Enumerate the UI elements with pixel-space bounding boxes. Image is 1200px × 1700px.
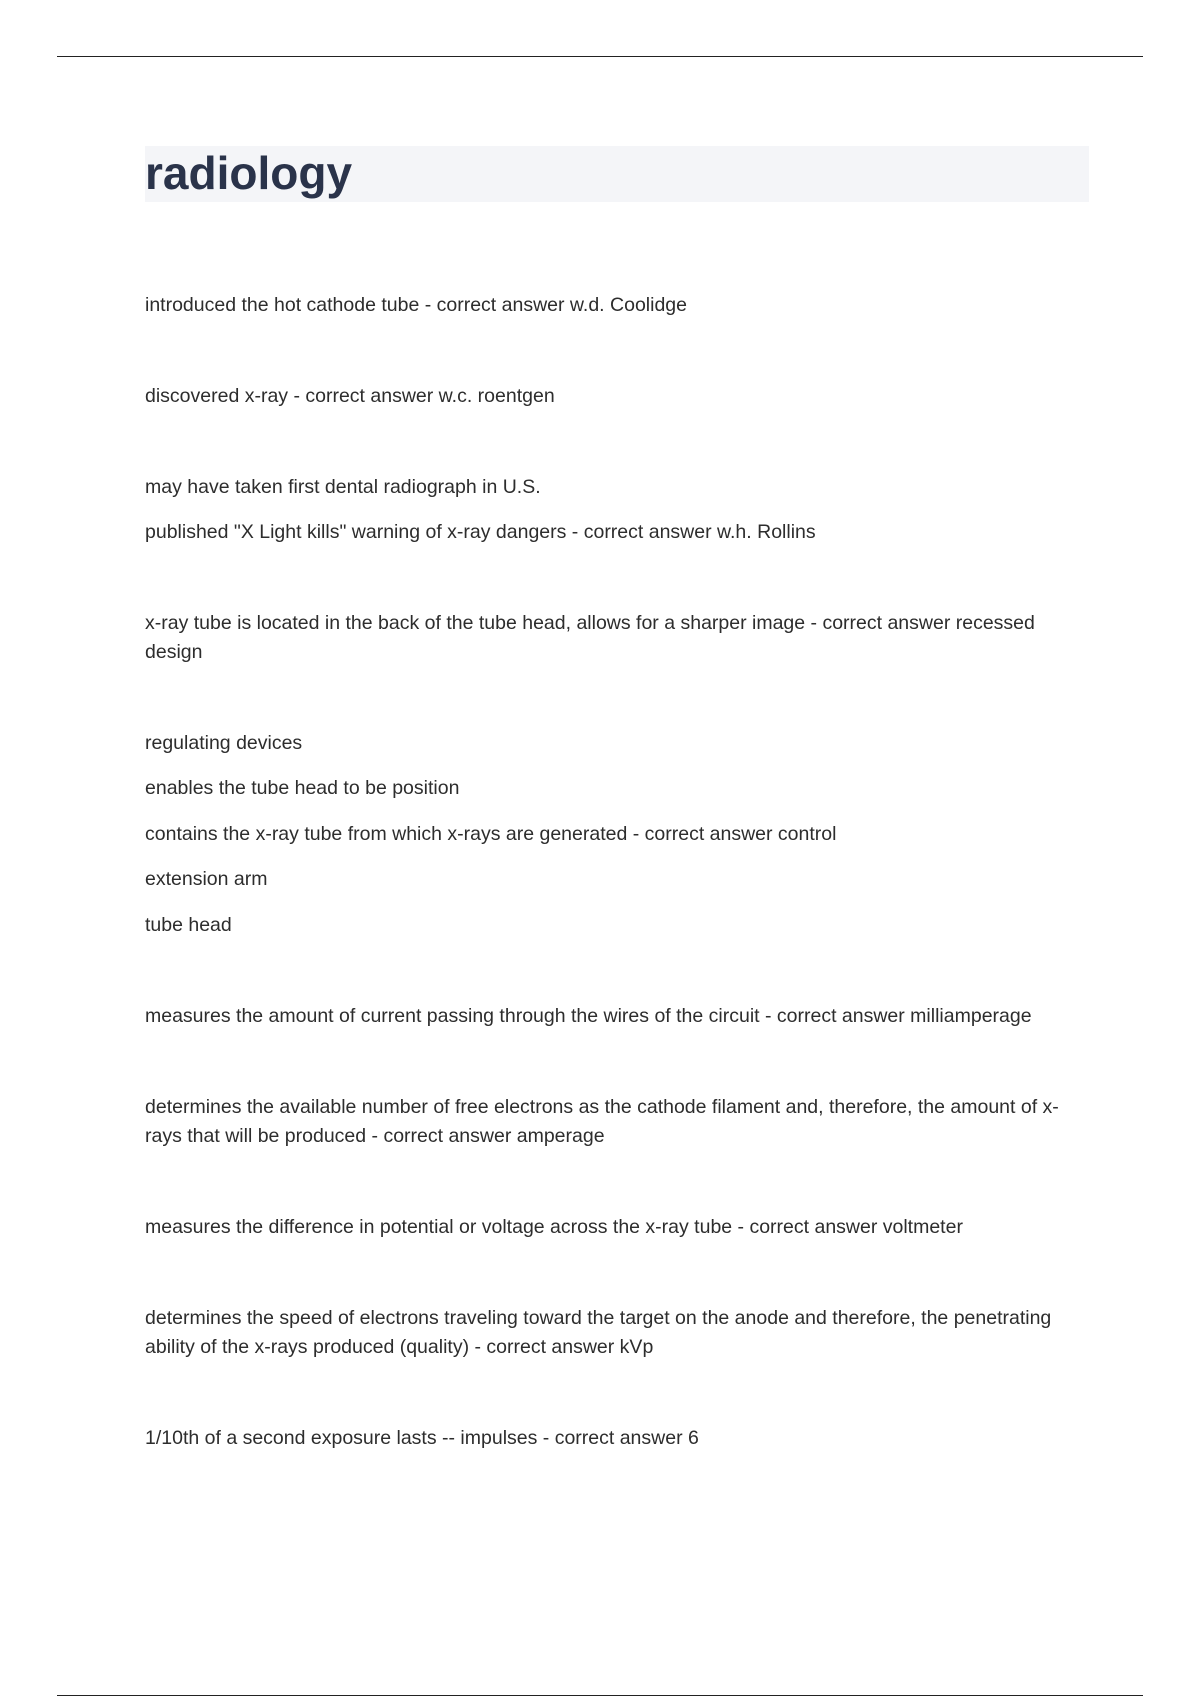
top-rule: [57, 56, 1143, 57]
entry-line: may have taken first dental radiograph in U.S.: [145, 476, 541, 498]
entry-line: regulating devices: [145, 732, 303, 754]
entry-line: determines the speed of electrons traveling toward the target on the anode and therefore, the penetrating ability of the x-rays produced (quality) - correct answer kVp: [145, 1307, 1052, 1358]
entry-line: determines the available number of free electrons as the cathode filament and, therefore, the amount of x-rays that will be produced - correct answer amperage: [145, 1096, 1059, 1147]
entry-line: tube head: [145, 914, 232, 936]
entry-line: measures the difference in potential or voltage across the x-ray tube - correct answer voltmeter: [145, 1216, 963, 1238]
entry-line: contains the x-ray tube from which x-rays are generated - correct answer control: [145, 823, 837, 845]
entry-line: x-ray tube is located in the back of the tube head, allows for a sharper image - correct answer recessed design: [145, 612, 1035, 663]
entry-line: published "X Light kills" warning of x-ray dangers - correct answer w.h. Rollins: [145, 521, 816, 543]
entry-line: introduced the hot cathode tube - correct answer w.d. Coolidge: [145, 294, 687, 316]
entry-line: extension arm: [145, 868, 268, 890]
entry-line: discovered x-ray - correct answer w.c. roentgen: [145, 385, 555, 407]
bottom-rule: [57, 1695, 1143, 1696]
entry-line: measures the amount of current passing through the wires of the circuit - correct answer milliamperage: [145, 1005, 1032, 1027]
page-title: radiology: [145, 147, 353, 199]
entry-line: enables the tube head to be position: [145, 777, 460, 799]
entry-line: 1/10th of a second exposure lasts -- impulses - correct answer 6: [145, 1427, 699, 1449]
